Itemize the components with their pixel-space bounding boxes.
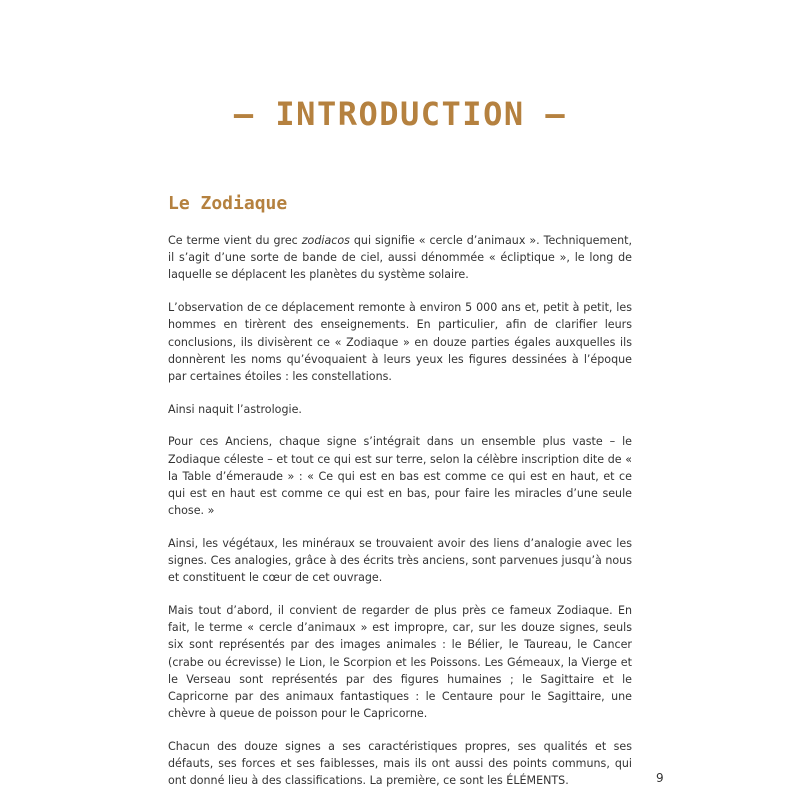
paragraph-1 <box>168 232 632 284</box>
paragraph-1-italic-term: zodiacos <box>301 234 350 247</box>
paragraph-3: Ainsi naquit l’astrologie. <box>168 402 302 416</box>
paragraph-1-end: qui signifie « cercle d’animaux ». Techniquement, il s’agit d’une sorte de bande de ciel, aussi dénommée « écliptique », le long de laquelle se déplacent les planètes du système solaire. <box>168 234 632 282</box>
paragraph-7: Chacun des douze signes a ses caractéristiques propres, ses qualités et ses défauts, ses forces et ses faiblesses, mais ils ont aussi des points communs, qui ont donné lieu à des classifications. La première, ce sont les ÉLÉMENTS. <box>168 739 632 788</box>
paragraph-4: Pour ces Anciens, chaque signe s’intégrait dans un ensemble plus vaste – le Zodiaque céleste – et tout ce qui est sur terre, selon la célèbre inscription dite de « la Table d’émeraude » : « Ce qui est en bas est comme ce qui est en haut, et ce qui est en haut est comme ce qui est en bas, pour faire les miracles d’une seule chose. » <box>168 435 632 518</box>
page-number: 9 <box>656 771 664 785</box>
paragraph-5: Ainsi, les végétaux, les minéraux se trouvaient avoir des liens d’analogie avec les signes. Ces analogies, grâce à des écrits très anciens, sont parvenues jusqu’à nous et constituent le cœur de cet ouvrage. <box>168 536 632 585</box>
chapter-title: — INTRODUCTION — <box>233 95 567 133</box>
paragraph-2: L’observation de ce déplacement remonte à environ 5 000 ans et, petit à petit, les hommes en tirèrent des enseignements. En particulier, afin de clarifier leurs conclusions, ils divisèrent ce « Zodiaque » en douze parties égales auxquelles ils donnèrent les noms qu’évoquaient à leurs yeux les figures dessinées à l’époque par certaines étoiles : les constellations. <box>168 301 632 383</box>
section-title: Le Zodiaque <box>168 193 288 214</box>
body-text <box>168 232 632 805</box>
paragraph-1-start: Ce terme vient du grec <box>168 234 302 247</box>
paragraph-6: Mais tout d’abord, il convient de regarder de plus près ce fameux Zodiaque. En fait, le terme « cercle d’animaux » est impropre, car, sur les douze signes, seuls six sont représentés par des images animales : le Bélier, le Taureau, le Cancer (crabe ou écrevisse) le Lion, le Scorpion et les Poissons. Les Gémeaux, la Vierge et le Verseau sont représentés par des figures humaines ; le Sagittaire et le Capricorne par des animaux fantastiques : le Centaure pour le Sagittaire, une chèvre à queue de poisson pour le Capricorne. <box>168 603 632 721</box>
